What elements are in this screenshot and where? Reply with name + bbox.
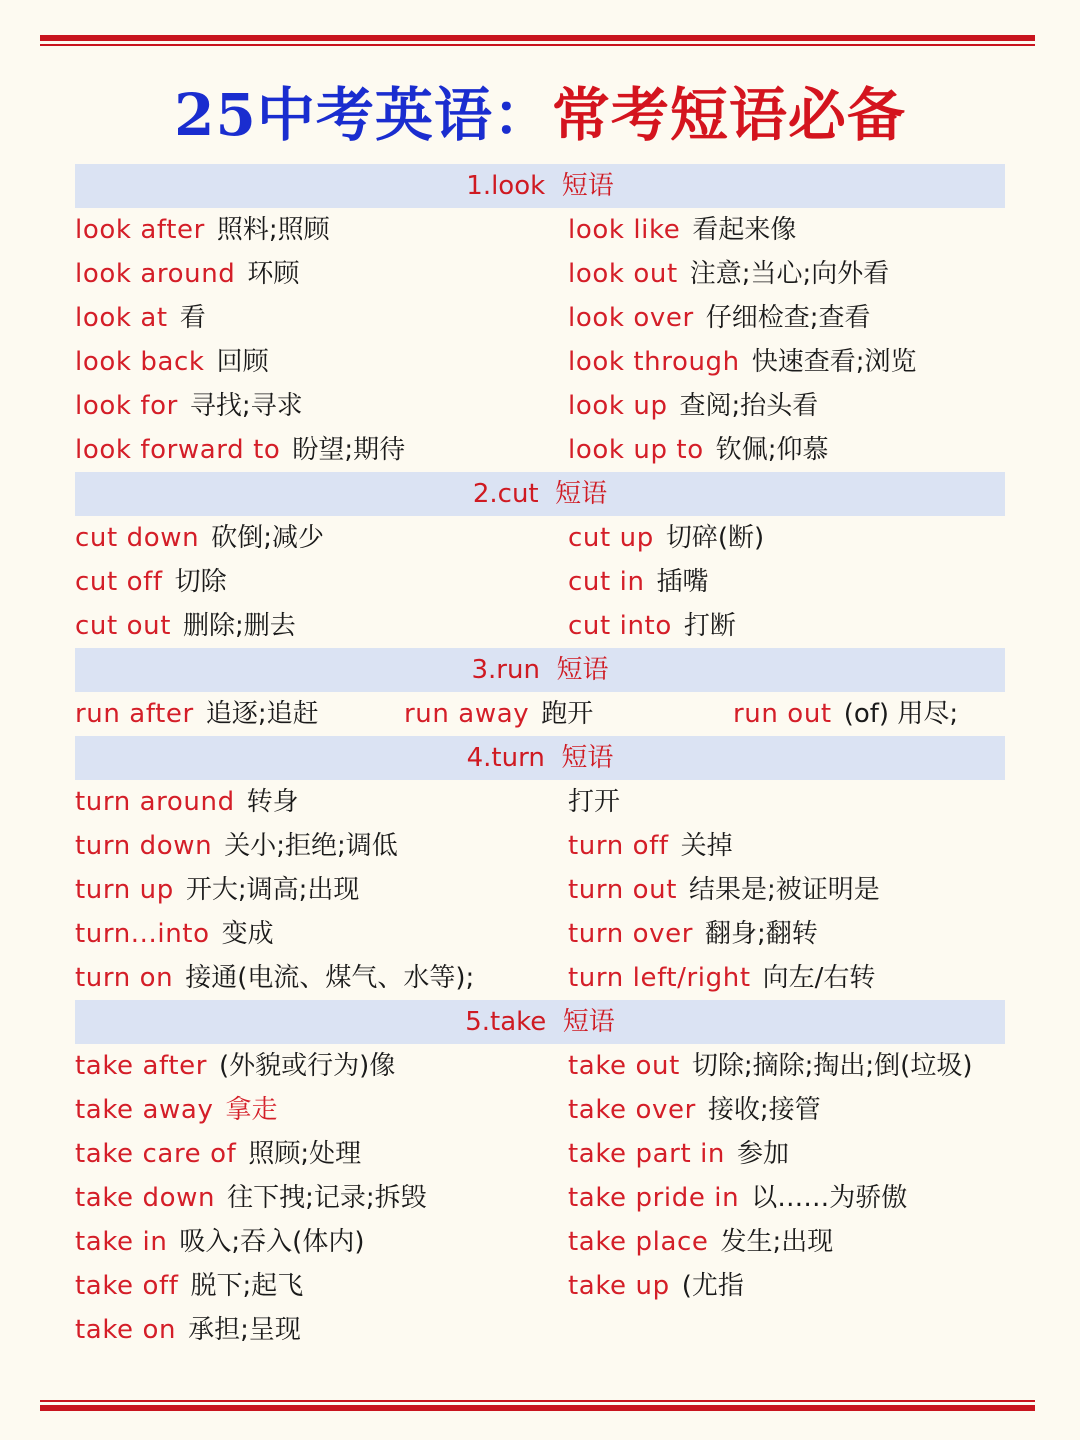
phrase-meaning: 看起来像 [692, 215, 797, 245]
phrase-english: turn out [568, 875, 678, 905]
section-header: 5.take 短语 [75, 1000, 1005, 1044]
phrase-english: cut in [568, 567, 645, 597]
phrase-english: take pride in [568, 1183, 740, 1213]
phrase-english: turn...into [75, 919, 210, 949]
phrase-meaning: 寻找;寻求 [189, 391, 303, 421]
phrase-row [75, 912, 1005, 956]
phrase-item [568, 604, 1061, 648]
phrase-item [75, 1132, 568, 1176]
phrase-item [75, 1308, 568, 1352]
phrase-meaning: 切除;摘除;掏出;倒(垃圾) [691, 1051, 973, 1081]
phrase-english: cut into [568, 611, 672, 641]
phrase-english: look out [568, 259, 678, 289]
phrase-meaning: 脱下;起飞 [190, 1271, 304, 1301]
phrase-item [568, 1044, 1061, 1088]
phrase-english: run after [75, 699, 194, 729]
phrase-english: take on [75, 1315, 177, 1345]
phrase-english: turn over [568, 919, 694, 949]
phrase-item [568, 1220, 1061, 1264]
phrase-item [568, 1264, 1061, 1308]
phrase-meaning: 切碎(断) [665, 523, 765, 553]
phrase-meaning: (外貌或行为)像 [219, 1051, 396, 1081]
phrase-english: cut off [75, 567, 163, 597]
phrase-item [568, 912, 1061, 956]
title-part-blue: 25中考英语： [174, 81, 552, 149]
phrase-english: look over [568, 303, 694, 333]
phrase-meaning: 打开 [568, 787, 621, 817]
phrase-meaning: 承担;呈现 [188, 1315, 301, 1345]
phrase-row [75, 1264, 1005, 1308]
phrase-item [75, 1264, 568, 1308]
phrase-row [75, 1044, 1005, 1088]
phrase-meaning: 翻身;翻转 [705, 919, 818, 949]
phrase-item [568, 1176, 1061, 1220]
phrase-item [568, 868, 1061, 912]
phrase-item [404, 692, 733, 736]
phrase-english: take out [568, 1051, 680, 1081]
phrase-row [75, 1308, 1005, 1352]
phrase-meaning: 回顾 [216, 347, 269, 377]
phrase-english: take over [568, 1095, 696, 1125]
phrase-meaning: 删除;删去 [183, 611, 296, 641]
phrase-meaning: 砍倒;减少 [211, 523, 324, 553]
phrase-item [75, 428, 568, 472]
phrase-list [75, 164, 1005, 1352]
section-header: 4.turn 短语 [75, 736, 1005, 780]
phrase-row [75, 692, 1005, 736]
phrase-english: turn down [75, 831, 213, 861]
phrase-english: turn up [75, 875, 174, 905]
phrase-english: take part in [568, 1139, 726, 1169]
phrase-english: look at [75, 303, 168, 333]
phrase-item [75, 692, 404, 736]
phrase-meaning: 开大;调高;出现 [185, 875, 360, 905]
phrase-item [75, 384, 568, 428]
phrase-english: turn on [75, 963, 174, 993]
phrase-meaning: 快速查看;浏览 [751, 347, 917, 377]
phrase-meaning: 以……为骄傲 [751, 1183, 908, 1213]
phrase-item [75, 208, 568, 252]
phrase-english: turn off [568, 831, 669, 861]
phrase-item [75, 1088, 568, 1132]
phrase-row [75, 1132, 1005, 1176]
phrase-item [568, 516, 1061, 560]
phrase-meaning: 仔细检查;查看 [705, 303, 871, 333]
phrase-english: take down [75, 1183, 216, 1213]
phrase-item [75, 340, 568, 384]
phrase-row [75, 516, 1005, 560]
phrase-meaning: 追逐;追赶 [205, 699, 319, 729]
phrase-meaning: 照顾;处理 [248, 1139, 362, 1169]
phrase-row [75, 428, 1005, 472]
phrase-meaning: 接收;接管 [707, 1095, 821, 1125]
phrase-item [75, 516, 568, 560]
section-header: 1.look 短语 [75, 164, 1005, 208]
phrase-row [75, 296, 1005, 340]
bottom-border [40, 1400, 1035, 1411]
phrase-item [568, 252, 1061, 296]
phrase-row [75, 780, 1005, 824]
phrase-row [75, 1220, 1005, 1264]
phrase-english: take in [75, 1227, 168, 1257]
phrase-item [75, 1220, 568, 1264]
phrase-meaning: 盼望;期待 [292, 435, 406, 465]
phrase-meaning: 接通(电流、煤气、水等); [185, 963, 475, 993]
phrase-meaning: 变成 [221, 919, 274, 949]
phrase-row [75, 604, 1005, 648]
phrase-item [75, 296, 568, 340]
phrase-item [568, 560, 1061, 604]
phrase-english: turn left/right [568, 963, 751, 993]
phrase-english: cut down [75, 523, 200, 553]
phrase-row [75, 208, 1005, 252]
phrase-english: look up to [568, 435, 704, 465]
phrase-english: take care of [75, 1139, 237, 1169]
phrase-item [568, 824, 1061, 868]
phrase-item [568, 208, 1061, 252]
phrase-row [75, 340, 1005, 384]
phrase-english: look after [75, 215, 205, 245]
phrase-english: take place [568, 1227, 709, 1257]
section-header: 2.cut 短语 [75, 472, 1005, 516]
title-part-red: 常考短语必备 [551, 81, 906, 149]
phrase-row [75, 824, 1005, 868]
phrase-item [568, 340, 1061, 384]
phrase-english: take up [568, 1271, 670, 1301]
phrase-english: take away [75, 1095, 214, 1125]
phrase-meaning: 转身 [246, 787, 299, 817]
phrase-item [75, 560, 568, 604]
phrase-meaning: 看 [179, 303, 206, 333]
phrase-meaning: 注意;当心;向外看 [689, 259, 890, 289]
phrase-item [75, 604, 568, 648]
phrase-english: look through [568, 347, 740, 377]
phrase-item [75, 956, 568, 1000]
phrase-item [568, 1132, 1061, 1176]
phrase-meaning: 关掉 [680, 831, 733, 861]
phrase-item [568, 428, 1061, 472]
phrase-item [75, 868, 568, 912]
phrase-english: look forward to [75, 435, 281, 465]
phrase-item [75, 252, 568, 296]
section-header: 3.run 短语 [75, 648, 1005, 692]
phrase-meaning: 钦佩;仰慕 [715, 435, 829, 465]
phrase-item [75, 912, 568, 956]
phrase-english: look for [75, 391, 178, 421]
phrase-item [568, 1088, 1061, 1132]
phrase-meaning: 照料;照顾 [216, 215, 330, 245]
phrase-english: look up [568, 391, 668, 421]
phrase-meaning: 查阅;抬头看 [679, 391, 819, 421]
phrase-english: look back [75, 347, 205, 377]
phrase-item [568, 384, 1061, 428]
phrase-meaning: 环顾 [247, 259, 300, 289]
phrase-english: turn around [75, 787, 235, 817]
phrase-english: cut up [568, 523, 654, 553]
phrase-item [568, 780, 1061, 824]
phrase-item [733, 692, 1062, 736]
phrase-meaning: 跑开 [541, 699, 594, 729]
phrase-english: take off [75, 1271, 179, 1301]
phrase-row [75, 560, 1005, 604]
phrase-english: cut out [75, 611, 172, 641]
phrase-meaning: 吸入;吞入(体内) [179, 1227, 365, 1257]
phrase-row [75, 868, 1005, 912]
phrase-row [75, 956, 1005, 1000]
phrase-meaning: (尤指 [681, 1271, 744, 1301]
phrase-item [75, 1176, 568, 1220]
phrase-meaning: 打断 [683, 611, 736, 641]
phrase-row [75, 252, 1005, 296]
phrase-meaning: 向左/右转 [762, 963, 876, 993]
phrase-item [75, 824, 568, 868]
phrase-english: run away [404, 699, 530, 729]
phrase-meaning: (of) 用尽; [843, 699, 959, 729]
phrase-english: take after [75, 1051, 208, 1081]
phrase-meaning: 往下拽;记录;拆毁 [227, 1183, 427, 1213]
phrase-english: look like [568, 215, 681, 245]
phrase-meaning: 结果是;被证明是 [689, 875, 880, 905]
phrase-meaning: 发生;出现 [720, 1227, 834, 1257]
phrase-english: run out [733, 699, 832, 729]
phrase-row [75, 1176, 1005, 1220]
phrase-item [568, 296, 1061, 340]
phrase-english: look around [75, 259, 236, 289]
page-title [0, 80, 1080, 150]
phrase-meaning: 关小;拒绝;调低 [224, 831, 398, 861]
phrase-meaning: 拿走 [225, 1095, 278, 1125]
phrase-row [75, 1088, 1005, 1132]
phrase-item [75, 1044, 568, 1088]
phrase-meaning: 插嘴 [656, 567, 709, 597]
phrase-item [75, 780, 568, 824]
phrase-item [568, 956, 1061, 1000]
phrase-meaning: 参加 [737, 1139, 790, 1169]
phrase-row [75, 384, 1005, 428]
top-border [40, 35, 1035, 46]
phrase-meaning: 切除 [174, 567, 227, 597]
